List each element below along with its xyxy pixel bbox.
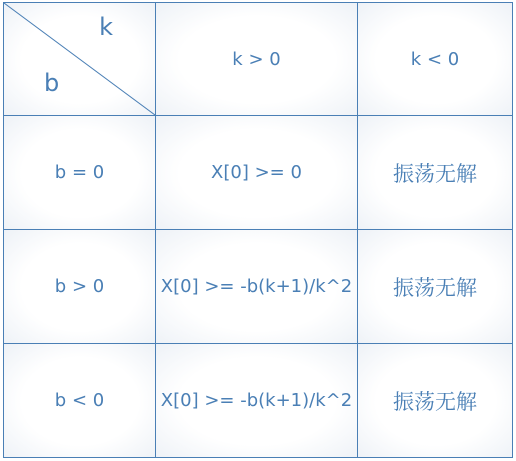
condition-table (3, 2, 513, 458)
corner-k-label: k (99, 13, 113, 41)
cell-no-solution: 振荡无解 (358, 230, 513, 344)
cell-condition: X[0] >= 0 (156, 116, 358, 230)
table-row (4, 230, 513, 344)
cell-no-solution: 振荡无解 (358, 116, 513, 230)
row-label-b-zero: b = 0 (4, 116, 156, 230)
cell-no-solution: 振荡无解 (358, 344, 513, 458)
cell-condition: X[0] >= -b(k+1)/k^2 (156, 230, 358, 344)
table-row (4, 116, 513, 230)
row-label-b-negative: b < 0 (4, 344, 156, 458)
column-header-k-negative: k < 0 (358, 3, 513, 116)
cell-condition: X[0] >= -b(k+1)/k^2 (156, 344, 358, 458)
diagonal-line (4, 3, 155, 115)
header-row (4, 3, 513, 116)
row-label-b-positive: b > 0 (4, 230, 156, 344)
corner-cell (4, 3, 156, 116)
table-row (4, 344, 513, 458)
column-header-k-positive: k > 0 (156, 3, 358, 116)
corner-b-label: b (44, 69, 60, 97)
